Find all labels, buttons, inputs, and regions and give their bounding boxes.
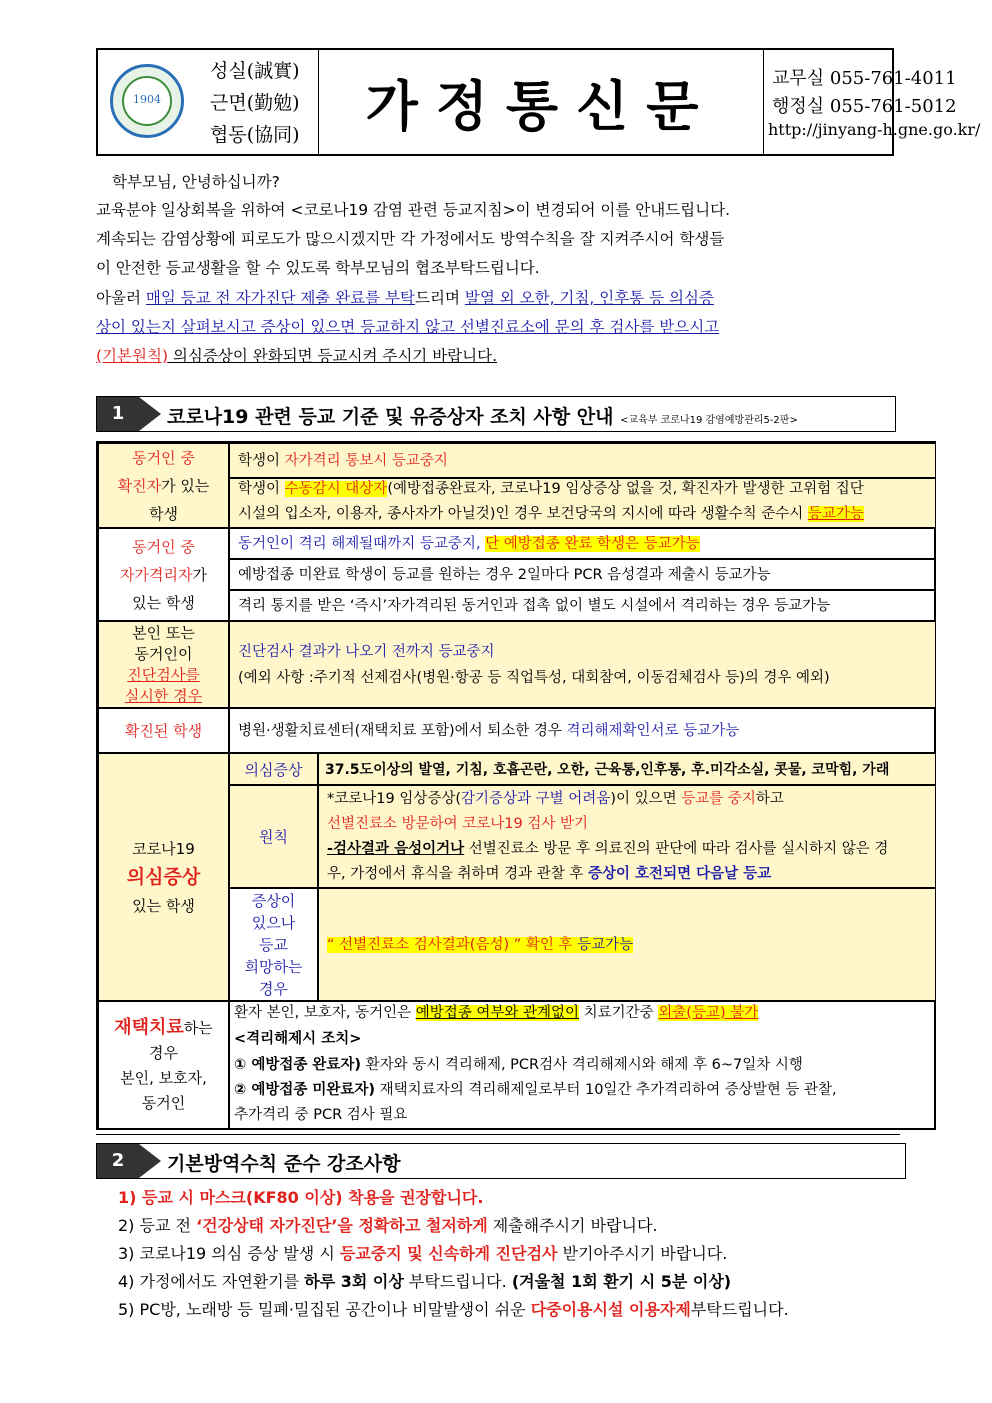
rule-item [118,1241,727,1264]
text: 예방접종 미완료 학생이 등교를 원하는 경우 2일마다 PCR 음성결과 제출시 등교가능 [238,567,771,583]
text-emph: -검사결과 음성이거나 [327,841,465,857]
label-emph: 진단검사를 [127,665,200,684]
text: )이 있으면 [610,791,682,807]
text-emph: (겨울철 1회 환기 시 5분 이상) [511,1272,732,1291]
section-2-header [96,1143,906,1179]
sub-content [318,785,936,888]
text: 재택치료자의 격리해제일로부터 10일간 추가격리하여 증상발현 등 관찰, [375,1082,837,1098]
sub-content [318,888,936,1001]
text-emph: 감기증상과 구별 어려움 [461,791,611,807]
label: 가 [192,565,207,584]
motto-diligence: 근면(勤勉) [210,92,300,114]
row-content [229,621,936,708]
text-emph: 외출(등교) 불가 [658,1005,759,1021]
label: 동거인이 [134,644,193,663]
row-label-confirmed-cohabitant [98,443,229,528]
text-emph: ‘건강상태 자가진단’을 정확하고 철저하게 [196,1216,488,1235]
text: (예방접종완료자, 코로나19 임상증상 없을 것, 확진자가 발생한 고위험 집단 [387,481,864,497]
text: 5) PC방, 노래방 등 밀폐·밀집된 공간이나 비말발생이 쉬운 [118,1300,531,1319]
contact-cell [764,50,981,154]
row-content [229,528,936,559]
text: 추가격리 중 PCR 검사 필요 [234,1107,408,1123]
school-logo [110,64,184,138]
sub-content [318,753,936,785]
text: 37.5도이상의 발열, 기침, 호흡곤란, 오한, 근육통,인후통, 후.미각소실, 콧물, 코막힘, 가래 [325,762,890,778]
label: 동거인 중 [132,448,195,467]
text-emph: 등교가능 [577,937,634,953]
text-emph: 수동감시 대상자 [284,481,388,497]
sub-label [229,753,318,785]
newsletter-header [96,48,981,156]
label-emph: 재택치료 [114,1017,184,1038]
sub-label-text: 의심증상 [244,760,303,779]
title-cell [319,50,764,154]
intro-text: 의심증상이 완화되면 등교시켜 주시기 바랍니다. [168,347,498,365]
text-emph: ② 예방접종 미완료자) [234,1082,376,1098]
text: 환자와 동시 격리해제, PCR검사 격리해제시와 해제 후 6~7일차 시행 [361,1057,803,1073]
intro-line: 교육분야 일상회복을 위하여 <코로나19 감염 관련 등교지침>이 변경되어 이를 안내드립니다. [96,201,730,219]
section-note: <교육부 코로나19 감염예방관리5-2판> [620,415,798,426]
row-label-quarantine-cohabitant [98,528,229,621]
school-motto-cell [98,50,319,154]
intro-request-line [96,284,900,313]
intro-principle-line [96,342,900,371]
text-emph: 등교중지 및 신속하게 진단검사 [339,1244,558,1263]
text: 받기아주시기 바랍니다. [557,1244,728,1263]
sub-label [229,785,318,888]
intro-line: 이 안전한 등교생활을 할 수 있도록 학부모님의 협조부탁드립니다. [96,259,540,277]
label-emph: 의심증상 [126,865,201,888]
text: (예외 사항 :주기적 선제검사(병원·항공 등 직업특성, 대회참여, 이동검체검사 등)의 경우 예외) [238,670,830,686]
page-title: 가정통신문 [365,75,717,138]
text-emph: 자가격리 통보시 등교중지 [284,453,448,469]
section-number: 2 [97,1144,139,1178]
label-emph: 확진자 [117,476,162,495]
rule-item [118,1213,658,1236]
row-content [229,708,936,753]
motto-sincerity: 성실(誠實) [210,60,300,82]
row-content [229,559,936,590]
text: 우, 가정에서 휴식을 취하며 경과 관찰 후 [327,866,588,882]
divider [96,1134,900,1135]
row-label-diagnostic-test [98,621,229,708]
text-emph: 다중이용시설 이용자제 [530,1300,691,1319]
row-label-home-treatment [98,1001,229,1130]
text: 제출해주시기 바랍니다. [487,1216,658,1235]
text-emph: ① 예방접종 완료자) [234,1057,362,1073]
label: 있는 학생 [132,896,195,915]
text: 격리 통지를 받은 ‘즉시’자가격리된 동거인과 접촉 없이 별도 시설에서 격리하는 경우 등교가능 [238,598,831,614]
arrow-icon [139,1144,161,1178]
sub-label [229,888,318,1001]
label: 동거인 [141,1094,186,1112]
label: 학생 [149,504,178,523]
sub-label-text: 원칙 [259,828,288,846]
row-content [229,478,936,528]
label: 있는 학생 [132,593,195,612]
basic-principle: (기본원칙) [96,347,168,365]
text: 시설의 입소자, 이용자, 종사자가 아닐것) [238,506,496,522]
text: 선별진료소 방문하여 코로나19 검사 받기 [327,816,588,832]
text-emph: 증상이 호전되면 다음날 등교 [587,866,772,882]
text: 부탁드립니다. [403,1272,512,1291]
rule-item: 1) 등교 시 마스크(KF80 이상) 착용을 권장합니다. [118,1188,484,1207]
text: 2) 등교 전 [118,1216,197,1235]
symptom-check: 발열 외 오한, 기침, 인후통 등 의심증 [464,289,714,307]
section-1-header [96,396,896,432]
sub-label-text: 경우 [259,979,288,998]
text: 동거인이 격리 해제될때까지 등교중지, [238,536,486,552]
text: 4) 가정에서도 자연환기를 [118,1272,305,1291]
sub-label-text: 있으나 [251,913,296,932]
rule-item [118,1297,789,1320]
text: *코로나19 임상증상( [327,791,462,807]
school-url[interactable]: http://jinyang-h.gne.go.kr/ [768,120,981,139]
sub-label-text: 등교 [259,935,288,954]
intro-text: 아울러 [96,289,146,307]
text: <격리해제시 조치> [234,1031,362,1047]
section-number: 1 [97,397,139,431]
row-content [229,443,936,478]
contact-academic-office: 교무실 055-761-4011 [772,68,957,89]
text: 3) 코로나19 의심 증상 발생 시 [118,1244,340,1263]
greeting: 학부모님, 안녕하십니까? [112,173,280,191]
row-label-confirmed-student [98,708,229,753]
text: 하고 [755,791,784,807]
label-emph: 자가격리자 [120,565,193,584]
text-emph: 하루 3회 이상 [304,1272,404,1291]
text: 학생이 [238,481,285,497]
text: 병원·생활치료센터(재택치료 포함)에서 퇴소한 경우 [238,723,567,739]
row-label-suspected-symptoms [98,753,229,1001]
text-emph: 등교를 중지 [681,791,756,807]
text: 부탁드립니다. [690,1300,789,1319]
symptom-check-cont: 상이 있는지 살펴보시고 증상이 있으면 등교하지 않고 선별진료소에 문의 후 검사를 받으시고 [96,318,720,336]
text: 학생이 [238,453,285,469]
rule-item [118,1269,731,1292]
sub-label-text: 희망하는 [244,957,303,976]
text: 치료기간중 [579,1005,659,1021]
text: 진단검사 결과가 나오기 전까지 등교중지 [238,644,495,660]
row-content [229,1001,936,1130]
row-content [229,590,936,621]
section-title: 기본방역수칙 준수 강조사항 [167,1153,401,1175]
intro-text: 드리며 [415,289,465,307]
self-check-request: 매일 등교 전 자가진단 제출 완료를 부탁 [145,289,415,307]
arrow-icon [139,397,161,431]
section-title-text: 코로나19 관련 등교 기준 및 유증상자 조치 사항 안내 [167,406,614,428]
label: 하는 [183,1019,213,1037]
section-title [167,402,798,429]
intro-line: 계속되는 감염상황에 피로도가 많으시겠지만 각 가정에서도 방역수칙을 잘 지켜주시어 학생들 [96,230,725,248]
text-emph: 예방접종 여부와 관계없이 [415,1005,580,1021]
sub-label-text: 증상이 [251,891,296,910]
label: 경우 [149,1044,178,1062]
guideline-table [96,441,936,1130]
text-emph: 격리해제확인서로 등교가능 [566,723,740,739]
school-logo-year: 1904 [122,76,172,126]
text: 선별진료소 방문 후 의료진의 판단에 따라 검사를 실시하지 않은 경 [464,841,889,857]
label: 본인 또는 [132,623,195,642]
label: 본인, 보호자, [120,1069,207,1087]
label: 가 있는 [161,476,210,495]
text: 인 경우 보건당국의 지시에 따라 생활수칙 준수시 [495,506,808,522]
text-emph: 단 예방접종 완료 학생은 등교가능 [485,536,700,552]
label: 코로나19 [132,839,195,858]
text-emph: “ 선별진료소 검사결과(음성) ” 확인 후 [327,937,578,953]
label: 동거인 중 [132,537,195,556]
contact-admin-office: 행정실 055-761-5012 [772,96,957,117]
label: 확진된 학생 [124,722,203,740]
text: 환자 본인, 보호자, 동거인은 [234,1005,416,1021]
motto-cooperation: 협동(協同) [210,124,300,146]
label-emph: 실시한 경우 [124,686,203,705]
text-emph: 등교가능 [807,506,864,522]
